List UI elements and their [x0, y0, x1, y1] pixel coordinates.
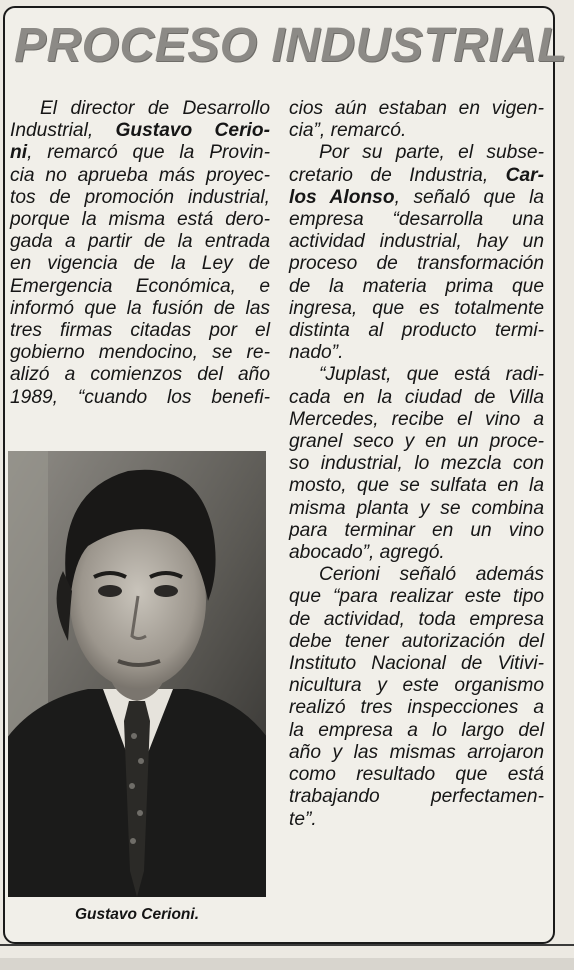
line-text: Cerioni señaló además [319, 564, 544, 586]
text-line [10, 387, 270, 409]
article-headline: PROCESO INDUSTRIAL [14, 19, 568, 72]
text-line [289, 586, 544, 608]
line-text: trabajando perfectamen- [289, 786, 544, 808]
line-text: tos de promoción industrial, [10, 186, 270, 208]
text-line [289, 142, 544, 164]
line-text: 1989, “cuando los benefi- [10, 386, 270, 408]
line-text: El director de Desarrollo [40, 98, 270, 119]
line-text: de la materia prima que [289, 275, 544, 297]
line-text: año y las mismas arrojaron [289, 741, 544, 763]
text-line [10, 120, 270, 142]
text-line [10, 364, 270, 386]
line-text: realizó tres inspecciones a [289, 697, 544, 719]
text-line [289, 342, 544, 364]
text-line [289, 98, 544, 120]
line-text: actividad industrial, hay un [289, 231, 544, 253]
bold-name: Gustavo Cerio- [115, 120, 270, 142]
line-text: mosto, que se sulfata en la [289, 475, 544, 497]
line-text: cia no aprueba más proyec- [10, 164, 270, 186]
text-line [289, 542, 544, 564]
text-line [10, 276, 270, 298]
text-line [289, 187, 544, 209]
text-line [289, 320, 544, 342]
text-line [289, 209, 544, 231]
line-text: “Juplast, que está radi- [319, 364, 544, 386]
text-line [289, 387, 544, 409]
line-text: abocado”, agregó. [289, 542, 445, 564]
line-text: para terminar en un vino [289, 519, 544, 541]
left-text-column [10, 98, 270, 409]
line-text: tres firmas citadas por el [10, 320, 270, 342]
text-line [289, 165, 544, 187]
line-text: ingresa, que es totalmente [289, 297, 544, 319]
line-text: de actividad, toda empresa [289, 608, 544, 630]
line-text: cios aún estaban en vigen- [289, 98, 544, 119]
text-line [289, 631, 544, 653]
text-line [289, 431, 544, 453]
text-line [289, 720, 544, 742]
bold-name: ni [10, 142, 28, 164]
text-line [10, 320, 270, 342]
line-text: gobierno mendocino, se re- [10, 342, 270, 364]
bold-name: los Alonso [289, 186, 395, 208]
line-text: te”. [289, 808, 317, 830]
line-text: Por su parte, el subse- [319, 142, 544, 164]
text-line [289, 653, 544, 675]
text-line [289, 697, 544, 719]
portrait-photo [8, 451, 266, 897]
line-text: gada a partir de la entrada [10, 231, 270, 253]
line-text: proceso de transformación [289, 253, 544, 275]
text-line [289, 475, 544, 497]
line-text: so industrial, lo mezcla con [289, 453, 544, 475]
bold-name: Car- [505, 164, 544, 186]
line-text: que “para realizar este tipo [289, 586, 544, 608]
line-text: como resultado que está [289, 764, 544, 786]
text-line [289, 231, 544, 253]
photo-caption: Gustavo Cerioni. [74, 906, 200, 923]
text-line [289, 453, 544, 475]
line-text: distinta al producto termi- [289, 320, 544, 342]
line-text: , remarcó que la Provin- [27, 142, 270, 164]
text-line [289, 276, 544, 298]
line-text: Instituto Nacional de Vitivi- [289, 653, 544, 675]
text-line [289, 609, 544, 631]
text-line [10, 187, 270, 209]
text-line [10, 342, 270, 364]
line-text: , señaló que la [394, 186, 544, 208]
text-line [10, 298, 270, 320]
text-line [289, 742, 544, 764]
line-text: nicultura y este organismo [289, 675, 544, 697]
line-text: en vigencia de la Ley de [10, 253, 270, 275]
text-line [10, 142, 270, 164]
text-line [10, 231, 270, 253]
line-text: cada en la ciudad de Villa [289, 386, 544, 408]
line-text: cia”, remarcó. [289, 120, 407, 142]
text-line [10, 165, 270, 187]
text-line [10, 98, 270, 120]
line-text: Industrial, [10, 120, 116, 142]
line-text: misma planta y se combina [289, 497, 544, 519]
line-text: nado”. [289, 342, 344, 364]
text-line [10, 253, 270, 275]
text-line [289, 520, 544, 542]
line-text: la empresa a lo largo del [289, 719, 544, 741]
line-text: porque la misma está dero- [10, 209, 270, 231]
text-line [289, 564, 544, 586]
line-text: Emergencia Económica, e [10, 275, 270, 297]
text-line [289, 253, 544, 275]
text-line [289, 786, 544, 808]
line-text: informó que la fusión de las [10, 297, 270, 319]
line-text: empresa “desarrolla una [289, 209, 544, 231]
line-text: granel seco y en un proce- [289, 431, 544, 453]
text-line [289, 409, 544, 431]
line-text: debe tener autorización del [289, 630, 544, 652]
bottom-rule [0, 944, 574, 946]
portrait-image [8, 451, 266, 897]
text-line [289, 298, 544, 320]
text-line [289, 764, 544, 786]
right-text-column [289, 98, 544, 831]
text-line [289, 809, 544, 831]
text-line [289, 675, 544, 697]
line-text: cretario de Industria, [289, 164, 506, 186]
text-line [289, 120, 544, 142]
text-line [289, 364, 544, 386]
text-line [10, 209, 270, 231]
bottom-band [0, 958, 574, 970]
line-text: Mercedes, recibe el vino a [289, 408, 544, 430]
text-line [289, 498, 544, 520]
line-text: alizó a comienzos del año [10, 364, 270, 386]
